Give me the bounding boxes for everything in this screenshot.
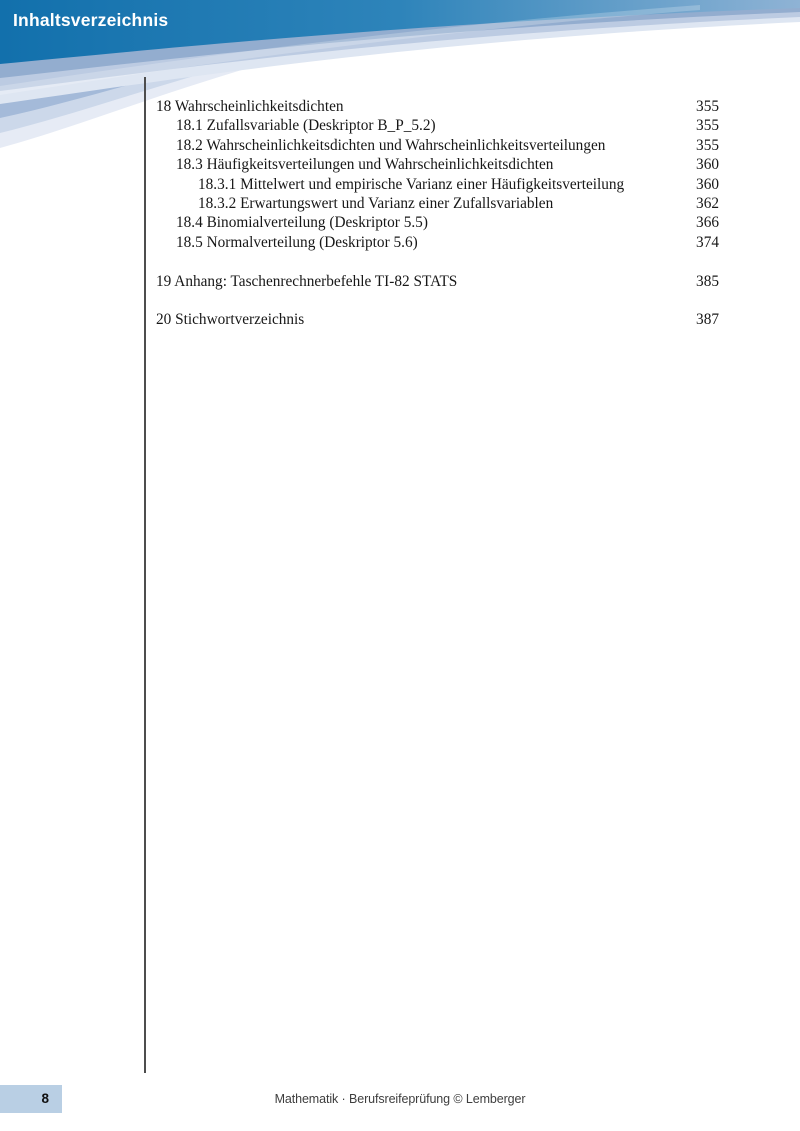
toc-entry-page: 362 bbox=[696, 195, 719, 213]
toc-entry-page: 355 bbox=[696, 117, 719, 135]
toc-entry-label: 19 Anhang: Taschenrechnerbefehle TI-82 STATS bbox=[156, 272, 458, 290]
toc-entry-label: 18.3 Häufigkeitsverteilungen und Wahrscheinlichkeitsdichten bbox=[176, 156, 554, 174]
toc-entry-label: 18.4 Binomialverteilung (Deskriptor 5.5) bbox=[176, 214, 428, 232]
toc-section bbox=[156, 272, 719, 291]
toc-entry bbox=[156, 175, 719, 194]
toc-entry-page: 355 bbox=[696, 136, 719, 154]
toc-entry-page: 366 bbox=[696, 214, 719, 232]
toc-entry-page: 355 bbox=[696, 98, 719, 115]
toc-entry-page: 360 bbox=[696, 156, 719, 174]
content-rule bbox=[144, 77, 146, 1073]
toc-entry bbox=[156, 233, 719, 252]
toc-entry bbox=[156, 155, 719, 174]
page-number: 8 bbox=[41, 1091, 49, 1106]
toc-entry-page: 385 bbox=[696, 272, 719, 290]
page-title: Inhaltsverzeichnis bbox=[13, 10, 169, 30]
table-of-contents bbox=[156, 97, 719, 330]
toc-entry-label: 18.2 Wahrscheinlichkeitsdichten und Wahrscheinlichkeitsverteilungen bbox=[176, 136, 606, 154]
toc-entry-label: 18.3.1 Mittelwert und empirische Varianz einer Häufigkeitsverteilung bbox=[198, 175, 625, 193]
toc-entry-label: 20 Stichwortverzeichnis bbox=[156, 311, 305, 329]
toc-entry-label: 18 Wahrscheinlichkeitsdichten bbox=[156, 98, 344, 115]
toc-entry-label: 18.5 Normalverteilung (Deskriptor 5.6) bbox=[176, 233, 418, 251]
toc-entry-page: 360 bbox=[696, 175, 719, 193]
toc-entry bbox=[156, 213, 719, 232]
toc-entry bbox=[156, 136, 719, 155]
toc-entry bbox=[156, 116, 719, 135]
toc-entry bbox=[156, 272, 719, 291]
toc-entry bbox=[156, 310, 719, 329]
toc-section bbox=[156, 97, 719, 252]
toc-entry bbox=[156, 97, 719, 116]
toc-entry-label: 18.1 Zufallsvariable (Deskriptor B_P_5.2) bbox=[176, 117, 436, 135]
toc-entry-label: 18.3.2 Erwartungswert und Varianz einer Zufallsvariablen bbox=[198, 195, 554, 213]
toc-entry-page: 387 bbox=[696, 311, 719, 329]
toc-section bbox=[156, 310, 719, 329]
toc-entry bbox=[156, 194, 719, 213]
footer-imprint: Mathematik · Berufsreifeprüfung © Lemberger bbox=[274, 1092, 526, 1106]
toc-entry-page: 374 bbox=[696, 233, 719, 251]
